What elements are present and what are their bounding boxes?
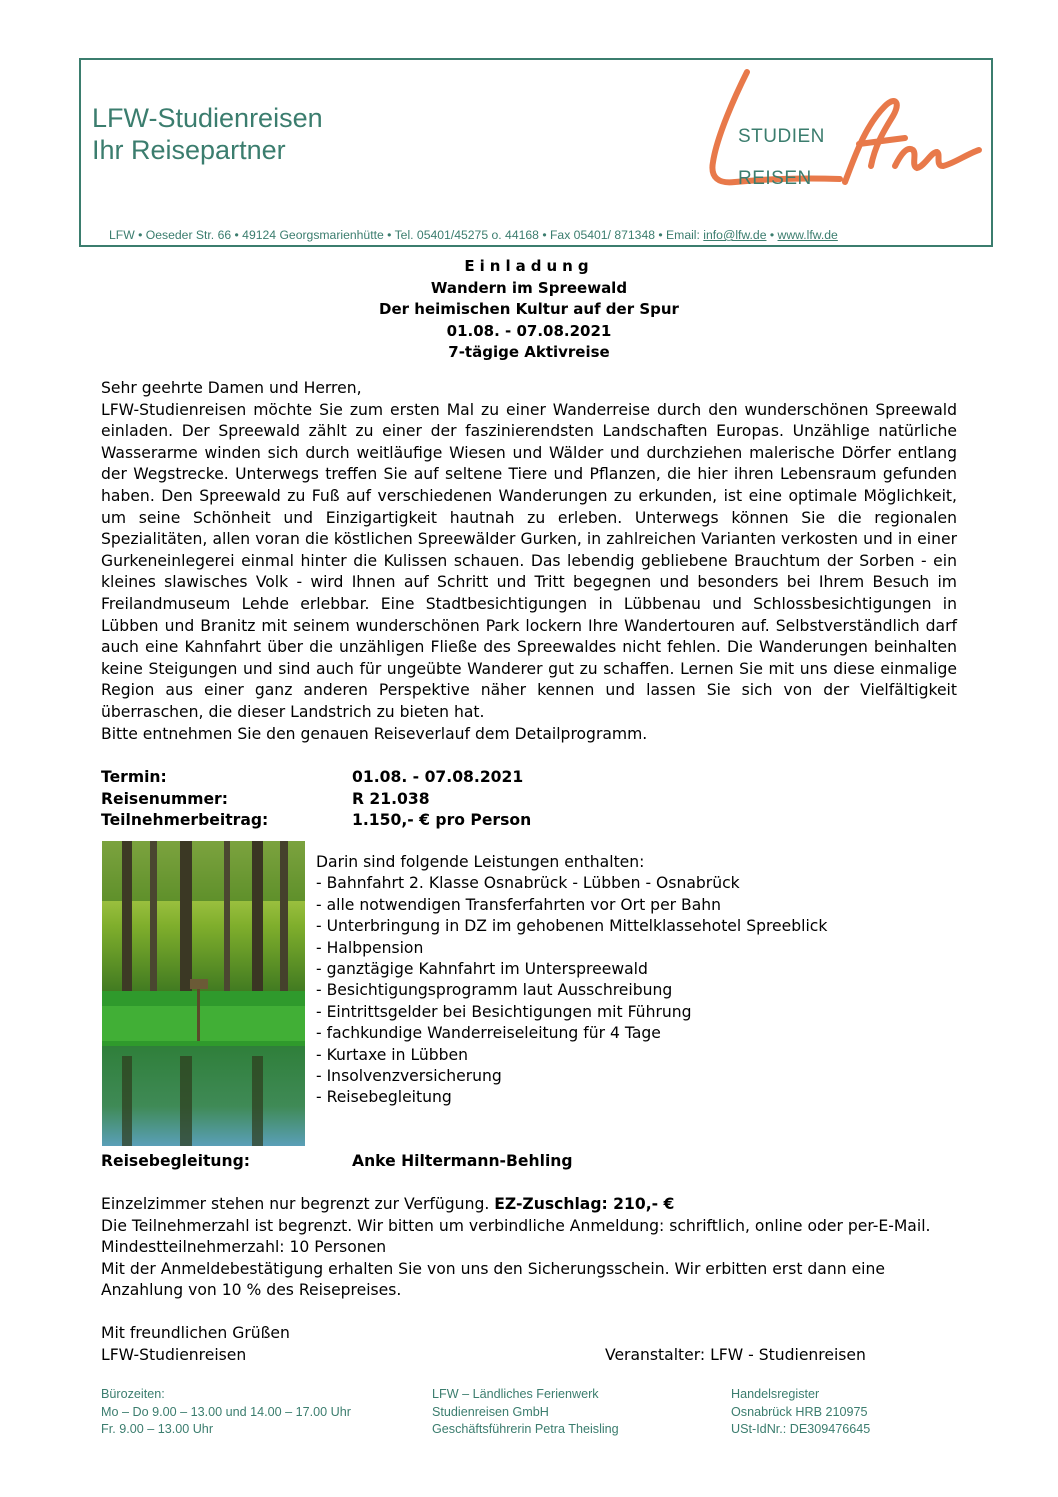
- guide-name: Anke Hiltermann-Behling: [352, 1152, 573, 1170]
- termin-label: Termin:: [101, 768, 167, 786]
- sender: LFW-Studienreisen: [101, 1345, 247, 1364]
- list-item: - Reisebegleitung: [316, 1088, 452, 1107]
- services-intro: Darin sind folgende Leistungen enthalten:: [316, 853, 645, 871]
- letter-body: [101, 378, 957, 745]
- address-line: [109, 228, 969, 242]
- termin-value: 01.08. - 07.08.2021: [352, 768, 524, 786]
- address-text: LFW • Oeseder Str. 66 • 49124 Georgsmarienhütte • Tel. 05401/45275 o. 44168 • Fax 05401/ 871348 • Email:: [109, 228, 704, 242]
- trip-number-label: Reisenummer:: [101, 790, 228, 808]
- footer-registry: [731, 1386, 870, 1439]
- website-link[interactable]: www.lfw.de: [777, 228, 838, 242]
- letter-paragraph: LFW-Studienreisen möchte Sie zum ersten Mal zu einer Wanderreise durch den wunderschönen Spreewald einladen. Der Spreewald zählt zu einer der faszinierendsten Landschaften Europas. Unzählige natürliche Wasserarme winden sich durch weitläufige Wiesen und Wälder und durchziehen malerische Dörfer entlang der Wegstrecke. Unterwegs treffen Sie auf seltene Tiere und Pflanzen, die hier ihren Lebensraum gefunden haben. Den Spreewald zu Fuß auf verschiedenen Wanderungen zu erkunden, ist eine optimale Möglichkeit, um seine Schönheit und Einzigartigkeit hautnah zu erleben. Unterwegs können Sie die regionalen Spezialitäten, allen voran die köstlichen Spreewälder Gurken, in zahlreichen Varianten verkosten und in einer Gurkeneinlegerei einmal hinter die Kulissen schauen. Das lebendig gebliebene Brauchtum der Sorben - ein kleines slawisches Volk - wird Ihnen auf Schritt und Tritt begegnen und besonders bei Ihrem Besuch im Freilandmuseum Lehde erlebbar. Eine Stadtbesichtigungen in Lübbenau und Schlossbesichtigungen in Lübben und Branitz mit seinem wunderschönen Park lockern Ihre Wandertouren auf. Selbstverständlich darf auch eine Kahnfahrt über die unzähligen Fließe des Spreewaldes nicht fehlen. Die Wanderungen beinhalten keine Steigungen und sind auch für ungeübte Wanderer gut zu schaffen. Lernen Sie mit uns diese einmalige Region aus einer ganz anderen Perspektive näher kennen und lassen Sie sich von der Vielfältigkeit überraschen, die dieser Landstrich zu bieten hat.: [101, 400, 957, 721]
- list-item: - Kurtaxe in Lübben: [316, 1045, 469, 1064]
- email-link[interactable]: info@lfw.de: [703, 228, 767, 242]
- booking-notes: [101, 1194, 961, 1302]
- footer-company: [432, 1386, 619, 1439]
- single-room-note: [101, 1194, 961, 1216]
- list-item: - alle notwendigen Transferfahrten vor Ort per Bahn: [316, 895, 722, 914]
- footer-line: Bürozeiten:: [101, 1387, 165, 1401]
- price-value: 1.150,- € pro Person: [352, 811, 532, 829]
- spreewald-forest-photo: [102, 841, 305, 1146]
- deposit-note-2: Anzahlung von 10 % des Reisepreises.: [101, 1281, 402, 1300]
- title-trip-name: Wandern im Spreewald: [430, 278, 628, 297]
- invitation-title: [0, 256, 1058, 364]
- list-item: - Unterbringung in DZ im gehobenen Mittelklassehotel Spreeblick: [316, 917, 828, 936]
- participants-note: Die Teilnehmerzahl ist begrenzt. Wir bitten um verbindliche Anmeldung: schriftlich, online oder per-E-Mail.: [101, 1216, 931, 1235]
- letter-closing-line: Bitte entnehmen Sie den genauen Reiseverlauf dem Detailprogramm.: [101, 724, 648, 743]
- guide-label: Reisebegleitung:: [101, 1152, 251, 1170]
- deposit-note-1: Mit der Anmeldebestätigung erhalten Sie von uns den Sicherungsschein. Wir erbitten erst dann eine: [101, 1259, 885, 1278]
- company-line-2: Ihr Reisepartner: [92, 135, 286, 165]
- company-name: [92, 102, 323, 166]
- services-list: [316, 852, 827, 1109]
- organizer: Veranstalter: LFW - Studienreisen: [605, 1346, 866, 1364]
- footer-line: Geschäftsführerin Petra Theisling: [432, 1422, 619, 1436]
- footer-line: Handelsregister: [731, 1387, 820, 1401]
- footer-line: Mo – Do 9.00 – 13.00 und 14.00 – 17.00 Uhr: [101, 1404, 351, 1419]
- list-item: - fachkundige Wanderreiseleitung für 4 Tage: [316, 1024, 661, 1043]
- list-item: - Besichtigungsprogramm laut Ausschreibung: [316, 981, 673, 1000]
- footer-line: USt-IdNr.: DE309476645: [731, 1422, 871, 1436]
- single-room-text: Einzelzimmer stehen nur begrenzt zur Verfügung.: [101, 1195, 495, 1213]
- trip-number-value: R 21.038: [352, 790, 430, 808]
- list-item: - Halbpension: [316, 938, 424, 957]
- single-room-fee: EZ-Zuschlag: 210,- €: [494, 1195, 675, 1213]
- minimum-participants: Mindestteilnehmerzahl: 10 Personen: [101, 1238, 387, 1257]
- logo-word-reisen: REISEN: [738, 168, 812, 189]
- footer-line: LFW – Ländliches Ferienwerk: [432, 1387, 599, 1401]
- title-subtitle: Der heimischen Kultur auf der Spur: [379, 300, 679, 318]
- title-dates: 01.08. - 07.08.2021: [446, 321, 612, 340]
- list-item: - Eintrittsgelder bei Besichtigungen mit Führung: [316, 1002, 692, 1021]
- greeting: Mit freundlichen Grüßen: [101, 1324, 290, 1342]
- company-line-1: LFW-Studienreisen: [92, 103, 323, 133]
- list-item: - Bahnfahrt 2. Klasse Osnabrück - Lübben - Osnabrück: [316, 874, 740, 893]
- footer-office-hours: [101, 1386, 351, 1439]
- title-trip-type: 7-tägige Aktivreise: [448, 343, 610, 361]
- title-einladung: Einladung: [464, 257, 594, 275]
- list-item: - Insolvenzversicherung: [316, 1067, 502, 1086]
- salutation: Sehr geehrte Damen und Herren,: [101, 379, 362, 397]
- list-item: - ganztägige Kahnfahrt im Unterspreewald: [316, 960, 648, 979]
- price-label: Teilnehmerbeitrag:: [101, 811, 269, 829]
- logo-word-studien: STUDIEN: [738, 126, 825, 147]
- footer-line: Studienreisen GmbH: [432, 1404, 549, 1419]
- footer-line: Fr. 9.00 – 13.00 Uhr: [101, 1422, 214, 1436]
- footer-line: Osnabrück HRB 210975: [731, 1404, 868, 1419]
- address-separator: •: [766, 228, 778, 242]
- signature-block: [101, 1323, 290, 1366]
